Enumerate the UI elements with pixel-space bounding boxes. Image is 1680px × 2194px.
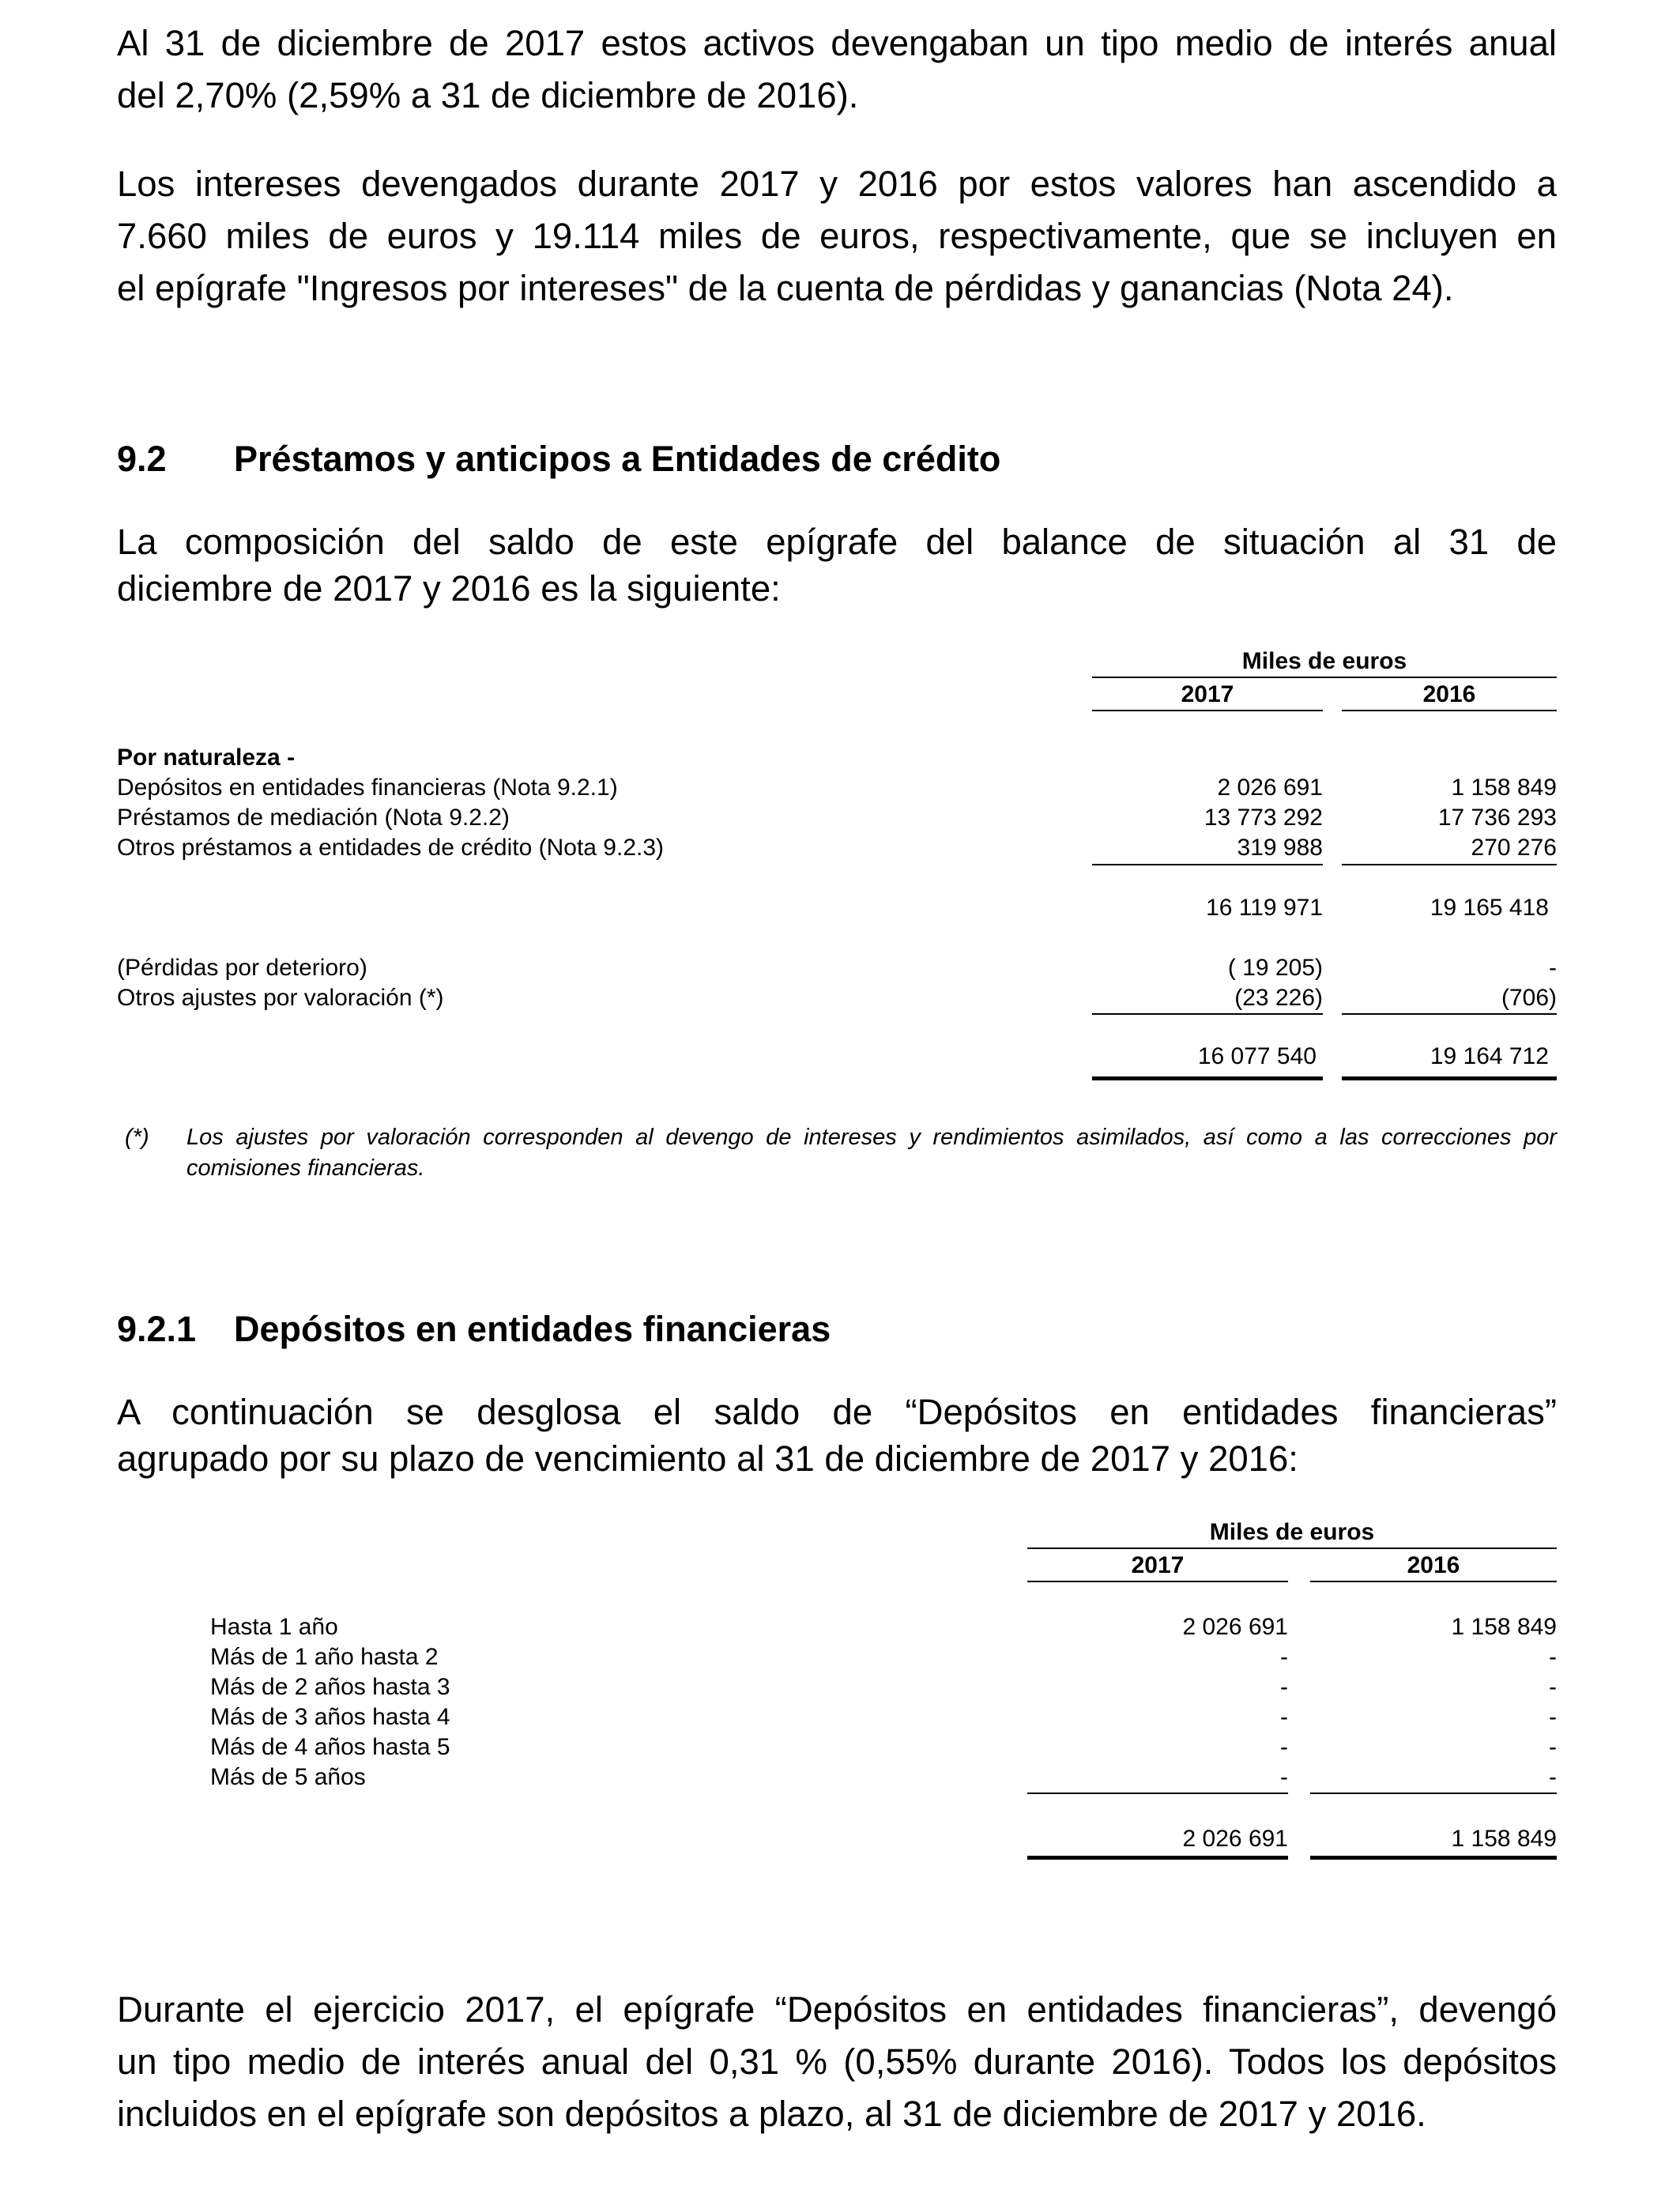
row-label: Depósitos en entidades financieras (Nota 9.2.1) bbox=[117, 775, 618, 801]
value-2017: 13 773 292 bbox=[1203, 805, 1323, 831]
column-rule-2016 bbox=[1310, 1581, 1557, 1582]
total-2016: 19 164 712 bbox=[1430, 1043, 1549, 1069]
value-2017: - bbox=[1280, 1704, 1288, 1730]
value-2017: (23 226) bbox=[1234, 985, 1323, 1011]
paragraph-breakdown-end bbox=[117, 1433, 1557, 1485]
total-row bbox=[117, 1824, 1557, 1854]
paragraph-accrued-interest-3 bbox=[117, 262, 1557, 315]
paragraph-interest-rate bbox=[117, 17, 1557, 70]
total-2017: 16 077 540 bbox=[1197, 1043, 1317, 1069]
subtotal-rule-2016 bbox=[1342, 864, 1557, 865]
paragraph-accrued-interest-2 bbox=[117, 210, 1557, 262]
paragraph-line: incluidos en el epígrafe son depósitos a plazo, al 31 de diciembre de 2017 y 2016. bbox=[117, 2094, 1426, 2134]
table-row bbox=[117, 1642, 1557, 1672]
paragraph-deposit-rate-3 bbox=[117, 2088, 1557, 2140]
row-label: Más de 3 años hasta 4 bbox=[210, 1704, 450, 1730]
row-label: Más de 1 año hasta 2 bbox=[210, 1644, 439, 1670]
paragraph-line: Los intereses devengados durante 2017 y 2016 por estos valores han ascendido a bbox=[117, 164, 1557, 204]
row-label: Otros préstamos a entidades de crédito (Nota 9.2.3) bbox=[117, 835, 665, 861]
value-2016: - bbox=[1549, 1734, 1557, 1760]
subtotal-2016: 19 165 418 bbox=[1430, 895, 1549, 921]
column-rule-2017 bbox=[1092, 710, 1323, 711]
paragraph-line: A continuación se desglosa el saldo de “Depósitos en entidades financieras” bbox=[117, 1392, 1557, 1432]
row-label: Otros ajustes por valoración (*) bbox=[117, 985, 444, 1011]
paragraph-deposit-rate-2 bbox=[117, 2036, 1557, 2088]
section-title: Préstamos y anticipos a Entidades de crédito bbox=[234, 439, 1001, 479]
paragraph-line: diciembre de 2017 y 2016 es la siguiente: bbox=[117, 568, 781, 609]
table-row bbox=[117, 1672, 1557, 1702]
footnote-text: Los ajustes por valoración corresponden al devengo de intereses y rendimientos asimilados, así como a las correcciones por comisiones financieras. bbox=[186, 1125, 1557, 1181]
section-title: Depósitos en entidades financieras bbox=[234, 1309, 831, 1349]
value-2016: - bbox=[1549, 1674, 1557, 1700]
table-row bbox=[117, 953, 1557, 983]
paragraph-line: agrupado por su plazo de vencimiento al 31 de diciembre de 2017 y 2016: bbox=[117, 1438, 1298, 1479]
table-row bbox=[117, 1762, 1557, 1793]
table-unit-header: Miles de euros bbox=[1241, 648, 1407, 674]
column-header-2017: 2017 bbox=[1181, 681, 1234, 707]
value-2016: 270 276 bbox=[1471, 835, 1557, 861]
subtotal-2017: 16 119 971 bbox=[1206, 895, 1323, 921]
value-2016: - bbox=[1549, 1644, 1557, 1670]
double-rule-2017 bbox=[1092, 1076, 1323, 1080]
value-2017: ( 19 205) bbox=[1227, 955, 1323, 981]
subtotal-rule-2017 bbox=[1092, 864, 1323, 865]
table-row bbox=[117, 1612, 1557, 1642]
total-2016: 1 158 849 bbox=[1451, 1826, 1557, 1852]
value-2017: 2 026 691 bbox=[1182, 1614, 1288, 1640]
table-unit-header: Miles de euros bbox=[1209, 1519, 1375, 1545]
total-rule-2017 bbox=[1092, 1013, 1323, 1015]
column-header-2016: 2016 bbox=[1407, 1552, 1460, 1578]
value-2017: 319 988 bbox=[1237, 835, 1323, 861]
table-row bbox=[117, 983, 1557, 1013]
header-rule bbox=[1027, 1547, 1557, 1549]
subtotal-row bbox=[117, 893, 1557, 923]
table-row bbox=[117, 833, 1557, 863]
table-footnote bbox=[117, 1122, 1557, 1186]
column-rule-2017 bbox=[1027, 1581, 1288, 1582]
paragraph-line: Durante el ejercicio 2017, el epígrafe “Depósitos en entidades financieras”, devengó bbox=[117, 1989, 1557, 2030]
paragraph-line: el epígrafe "Ingresos por intereses" de la cuenta de pérdidas y ganancias (Nota 24). bbox=[117, 268, 1454, 308]
section-heading-9-2 bbox=[117, 437, 1000, 481]
total-row bbox=[117, 1042, 1557, 1072]
section-heading-9-2-1 bbox=[117, 1307, 831, 1351]
row-label: Más de 5 años bbox=[210, 1764, 366, 1790]
row-label: Más de 4 años hasta 5 bbox=[210, 1734, 450, 1760]
paragraph-line: un tipo medio de interés anual del 0,31 % (0,55% durante 2016). Todos los depósitos bbox=[117, 2041, 1557, 2082]
table-row bbox=[117, 803, 1557, 833]
value-2017: - bbox=[1280, 1734, 1288, 1760]
group-label: Por naturaleza - bbox=[117, 745, 296, 771]
value-2016: - bbox=[1549, 1764, 1557, 1790]
total-2017: 2 026 691 bbox=[1182, 1826, 1288, 1852]
paragraph-composition-end bbox=[117, 563, 1557, 615]
row-label: (Pérdidas por deterioro) bbox=[117, 955, 367, 981]
paragraph-interest-rate-end bbox=[117, 70, 1557, 122]
value-2016: 1 158 849 bbox=[1451, 1614, 1557, 1640]
total-rule-2017 bbox=[1027, 1793, 1288, 1794]
header-rule bbox=[1092, 677, 1557, 678]
total-rule-2016 bbox=[1342, 1013, 1557, 1015]
paragraph-accrued-interest bbox=[117, 158, 1557, 210]
paragraph-composition bbox=[117, 516, 1557, 568]
paragraph-line: 7.660 miles de euros y 19.114 miles de euros, respectivamente, que se incluyen en bbox=[117, 216, 1557, 256]
table-row bbox=[117, 1702, 1557, 1732]
value-2016: - bbox=[1549, 955, 1557, 981]
value-2016: 17 736 293 bbox=[1437, 805, 1557, 831]
row-label: Préstamos de mediación (Nota 9.2.2) bbox=[117, 805, 510, 831]
paragraph-deposit-rate bbox=[117, 1984, 1557, 2036]
value-2016: (706) bbox=[1501, 985, 1557, 1011]
table-row bbox=[117, 773, 1557, 803]
value-2016: - bbox=[1549, 1704, 1557, 1730]
double-rule-2016 bbox=[1310, 1856, 1557, 1860]
row-label: Hasta 1 año bbox=[210, 1614, 338, 1640]
value-2016: 1 158 849 bbox=[1451, 775, 1557, 801]
paragraph-line: del 2,70% (2,59% a 31 de diciembre de 2016). bbox=[117, 75, 859, 115]
value-2017: - bbox=[1280, 1764, 1288, 1790]
value-2017: 2 026 691 bbox=[1217, 775, 1323, 801]
paragraph-breakdown bbox=[117, 1386, 1557, 1438]
total-rule-2016 bbox=[1310, 1793, 1557, 1794]
value-2017: - bbox=[1280, 1644, 1288, 1670]
section-number: 9.2 bbox=[117, 439, 167, 479]
paragraph-line: La composición del saldo de este epígrafe del balance de situación al 31 de bbox=[117, 522, 1557, 562]
section-number: 9.2.1 bbox=[117, 1309, 197, 1349]
paragraph-line: Al 31 de diciembre de 2017 estos activos devengaban un tipo medio de interés anual bbox=[117, 23, 1557, 63]
value-2017: - bbox=[1280, 1674, 1288, 1700]
column-header-2017: 2017 bbox=[1131, 1552, 1185, 1578]
table-row bbox=[117, 1732, 1557, 1762]
double-rule-2017 bbox=[1027, 1856, 1288, 1860]
column-header-2016: 2016 bbox=[1422, 681, 1476, 707]
row-label: Más de 2 años hasta 3 bbox=[210, 1674, 450, 1700]
column-rule-2016 bbox=[1342, 710, 1557, 711]
double-rule-2016 bbox=[1342, 1076, 1557, 1080]
footnote-mark: (*) bbox=[125, 1125, 149, 1150]
